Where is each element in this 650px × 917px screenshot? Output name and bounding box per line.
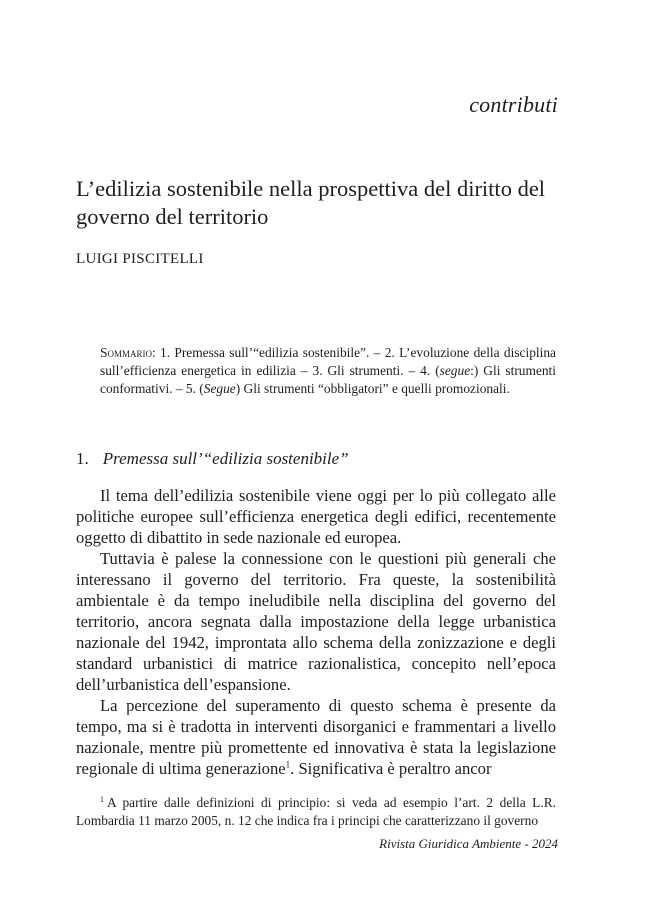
paragraph-3-text: La percezione del superamento di questo schema è presente da tempo, ma si è tradotta in interventi disorganici e frammentari a livello nazionale, mentre più promettente ed innovativa è stata la legislazione regionale di ultima generazione	[76, 696, 556, 778]
paragraph-3	[76, 695, 556, 779]
paragraph-3-tail: . Significativa è peraltro ancor	[290, 759, 492, 778]
body-text	[76, 485, 556, 779]
section-heading-text: Premessa sull’“edilizia sostenibile”	[102, 449, 349, 468]
summary-italic-1: segue	[439, 363, 471, 378]
summary-italic-2: Segue	[203, 381, 236, 396]
summary-label: Sommario	[100, 345, 152, 360]
article-author: LUIGI PISCITELLI	[76, 251, 204, 267]
summary-text-3: ) Gli strumenti “obbligatori” e quelli promozionali.	[235, 381, 510, 396]
section-number: 1.	[76, 449, 89, 468]
section-label: contributi	[469, 92, 558, 117]
section-heading	[76, 449, 349, 469]
paragraph-2: Tuttavia è palese la connessione con le questioni più generali che interessano il governo del territorio. Fra queste, la sostenibilità ambientale è da tempo ineludibile nella disciplina del governo del territorio, ancora segnata dalla impostazione della legge urbanistica nazionale del 1942, improntata allo schema della zonizzazione e degli standard urbanistici di matrice razionalistica, concepito nell’epoca dell’urbanistica dell’espansione.	[76, 549, 556, 694]
journal-footer: Rivista Giuridica Ambiente - 2024	[379, 836, 558, 851]
footnote-text-1: A partire dalle definizioni di principio: si veda ad esempio l’art. 2 della L.R. Lombardia 11 marzo 2005, n. 12 che indica fra i principi che caratterizzano il governo	[76, 795, 556, 828]
footnote-1	[76, 794, 556, 830]
summary-text-1: : 1. Premessa sull’“edilizia sostenibile”. – 2. L’evoluzione della disciplina sull’efficienza energetica in edilizia – 3. Gli strumenti. – 4. (	[100, 345, 556, 378]
footnote-number-1: 1	[100, 794, 104, 804]
paragraph-1: Il tema dell’edilizia sostenibile viene oggi per lo più collegato alle politiche europee sull’efficienza energetica degli edifici, recentemente oggetto di dibattito in sede nazionale ed europea.	[76, 486, 556, 547]
summary-text-2: :) Gli strumenti conformativi. – 5. (	[100, 363, 556, 396]
summary-block	[100, 344, 556, 398]
footnote-reference-1[interactable]: 1	[285, 759, 291, 770]
article-title: L’edilizia sostenibile nella prospettiva del diritto del governo del territorio	[76, 176, 546, 229]
